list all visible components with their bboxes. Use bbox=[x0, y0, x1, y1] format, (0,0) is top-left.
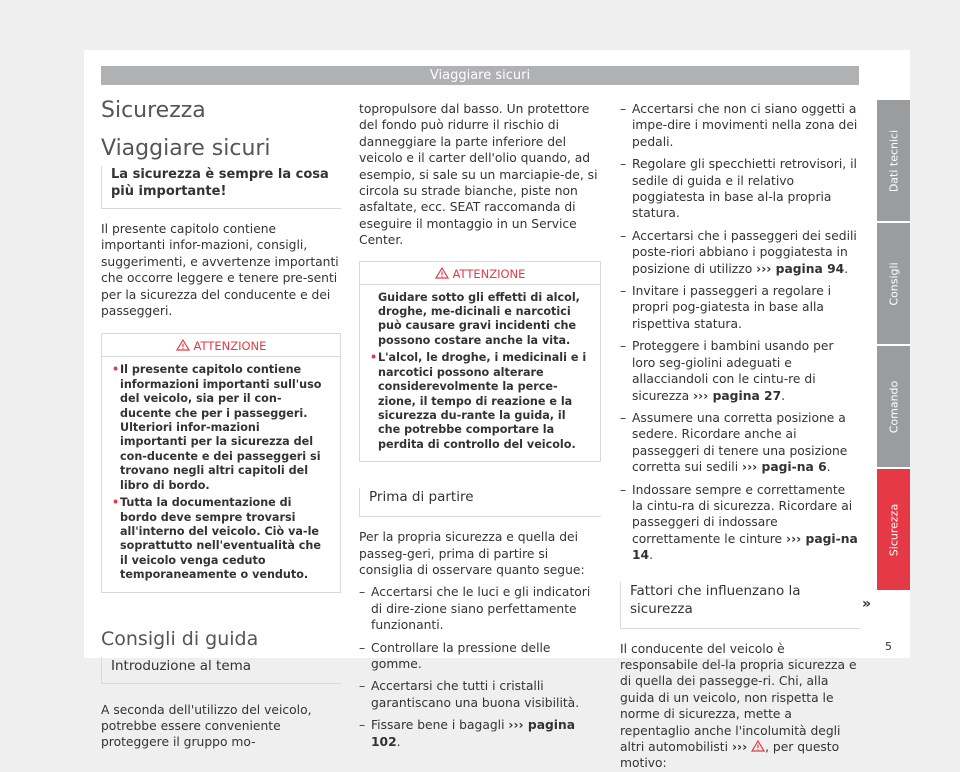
tab-sicurezza[interactable]: Sicurezza bbox=[877, 469, 910, 590]
outro-paragraph: A seconda dell'utilizzo del veicolo, potrebbe essere conveniente proteggere il gruppo mo- bbox=[101, 702, 312, 750]
subsection-title: La sicurezza è sempre la cosa più importante! bbox=[111, 167, 329, 199]
page-reference-link[interactable]: ››› bbox=[731, 740, 748, 754]
warning-item: • Tutta la documentazione di bordo deve sempre trovarsi all'interno del veicolo. Ciò va-le soprattutto nell'eventualità che il veicolo venga ceduto temporaneamente o venduto. bbox=[112, 496, 321, 582]
warning-triangle-icon bbox=[751, 740, 765, 752]
page-reference-link[interactable]: ››› pagi-na 14 bbox=[632, 531, 858, 563]
subsection-box bbox=[101, 166, 341, 209]
list-item: – Controllare la pressione delle gomme. bbox=[359, 640, 551, 671]
tab-dati-tecnici[interactable]: Dati tecnici bbox=[877, 100, 910, 221]
warning-triangle-icon bbox=[176, 339, 190, 351]
list-item: – Accertarsi che le luci e gli indicatori di dire-zione siano perfettamente funzionanti. bbox=[359, 585, 591, 633]
list-item: – Accertarsi che non ci siano oggetti a impe-dire i movimenti nella zona dei pedali. bbox=[620, 102, 858, 149]
section-heading: Prima di partire bbox=[369, 489, 474, 506]
subsection-title-2: Introduzione al tema bbox=[111, 657, 252, 674]
section-intro: Per la propria sicurezza e quella dei passeg-geri, prima di partire si consiglia di osservare quanto segue: bbox=[359, 530, 585, 577]
intro-paragraph: Il presente capitolo contiene importanti infor-mazioni, consigli, suggerimenti, e avvertenze importanti che occorre leggere e tenere pre-senti per la sicurezza del conducente e dei passeggeri. bbox=[101, 222, 339, 319]
list-item: – Regolare gli specchietti retrovisori, il sedile di guida e il relativo poggiatesta in base al-la propria statura. bbox=[620, 157, 857, 221]
warning-box-1 bbox=[101, 333, 341, 592]
section-box-prima bbox=[359, 488, 601, 517]
list-item: – Indossare sempre e correttamente la cintu-ra di sicurezza. Ricordare ai passeggeri di indossare correttamente le cinture ››› pagi-na 14. bbox=[620, 482, 858, 563]
list-item: – Invitare i passeggeri a regolare i propri pog-giatesta in base alla rispettiva statura. bbox=[620, 284, 832, 331]
warning-label: ATTENZIONE bbox=[452, 266, 526, 281]
column-1 bbox=[101, 98, 341, 751]
section-title-2: Consigli di guida bbox=[101, 627, 259, 650]
column-3 bbox=[620, 101, 860, 772]
section-title: Viaggiare sicuri bbox=[101, 136, 271, 161]
section-heading: Fattori che influenzano la sicurezza bbox=[630, 582, 801, 617]
body-paragraph: Il conducente del veicolo è responsabile del-la propria sicurezza e di quella dei passegge-ri. Chi, alla guida di un veicolo, non rispetta le norme di sicurezza, mette a repentaglio anche l'incolumità degli altri automobilisti ››› , per questo motivo: bbox=[620, 641, 857, 771]
continued-paragraph: topropulsore dal basso. Un protettore del fondo può ridurre il rischio di danneggiare la parte inferiore del veicolo e il carter dell'olio quando, ad esempio, si sale su un marciapie-de, si circola su strade bianche, piste non asfaltate, ecc. SEAT raccomanda di eseguire il montaggio in un Service Center. bbox=[359, 102, 598, 248]
chapter-title: Sicurezza bbox=[101, 98, 206, 123]
chapter-tabs bbox=[877, 100, 910, 592]
page-reference-link[interactable]: ››› pagina 94 bbox=[756, 261, 845, 276]
column-2 bbox=[359, 101, 601, 756]
warning-body bbox=[102, 357, 340, 591]
list-item: – Assumere una corretta posizione a sedere. Ricordare anche ai passeggeri di tenere una posizione corretta sui sedili ››› pagi-na 6. bbox=[620, 410, 848, 475]
page-reference-link[interactable]: ››› pagina 27 bbox=[693, 388, 782, 403]
subsection-box-2 bbox=[101, 657, 341, 684]
tab-comando[interactable]: Comando bbox=[877, 346, 910, 467]
warning-triangle-icon bbox=[435, 267, 449, 279]
warning-box-2 bbox=[359, 261, 601, 462]
section-box-fattori bbox=[620, 582, 860, 629]
warning-body bbox=[360, 285, 600, 461]
list-item: – Fissare bene i bagagli ››› pagina 102. bbox=[359, 718, 576, 749]
page-number: 5 bbox=[885, 640, 892, 653]
page-reference-link[interactable]: ››› pagi-na 6 bbox=[742, 460, 827, 475]
list-item: – Proteggere i bambini usando per loro seg-giolini adeguati e allacciandoli con le cintu-re di sicurezza ››› pagina 27. bbox=[620, 339, 834, 403]
continue-arrow-icon: » bbox=[862, 596, 872, 612]
list-item: – Accertarsi che i passeggeri dei sedili poste-riori abbiano i poggiatesta in posizione di utilizzo ››› pagina 94. bbox=[620, 228, 857, 276]
warning-header bbox=[102, 334, 340, 357]
warning-item: • L'alcol, le droghe, i medicinali e i narcotici possono alterare considerevolmente la perce-zione, il tempo di reazione e la sicurezza du-rante la guida, il che potrebbe comportare la perdita di controllo del veicolo. bbox=[370, 351, 587, 451]
warning-header bbox=[360, 262, 600, 285]
warning-item: Guidare sotto gli effetti di alcol, droghe, me-dicinali e narcotici può causare gravi incidenti che possono costare anche la vita. bbox=[378, 290, 580, 347]
warning-item: • Il presente capitolo contiene informazioni importanti sull'uso del veicolo, sia per il con-ducente che per i passeggeri. Ulteriori infor-mazioni importanti per la sicurezza del con-ducente e dei passeggeri si trovano negli altri capitoli del libro di bordo. bbox=[112, 363, 322, 492]
warning-label: ATTENZIONE bbox=[193, 339, 267, 354]
page-reference-link[interactable]: ››› pagina 102 bbox=[371, 718, 576, 749]
running-header: Viaggiare sicuri bbox=[101, 66, 859, 85]
list-item: – Accertarsi che tutti i cristalli garantiscano una buona visibilità. bbox=[359, 679, 580, 710]
tab-consigli[interactable]: Consigli bbox=[877, 223, 910, 344]
